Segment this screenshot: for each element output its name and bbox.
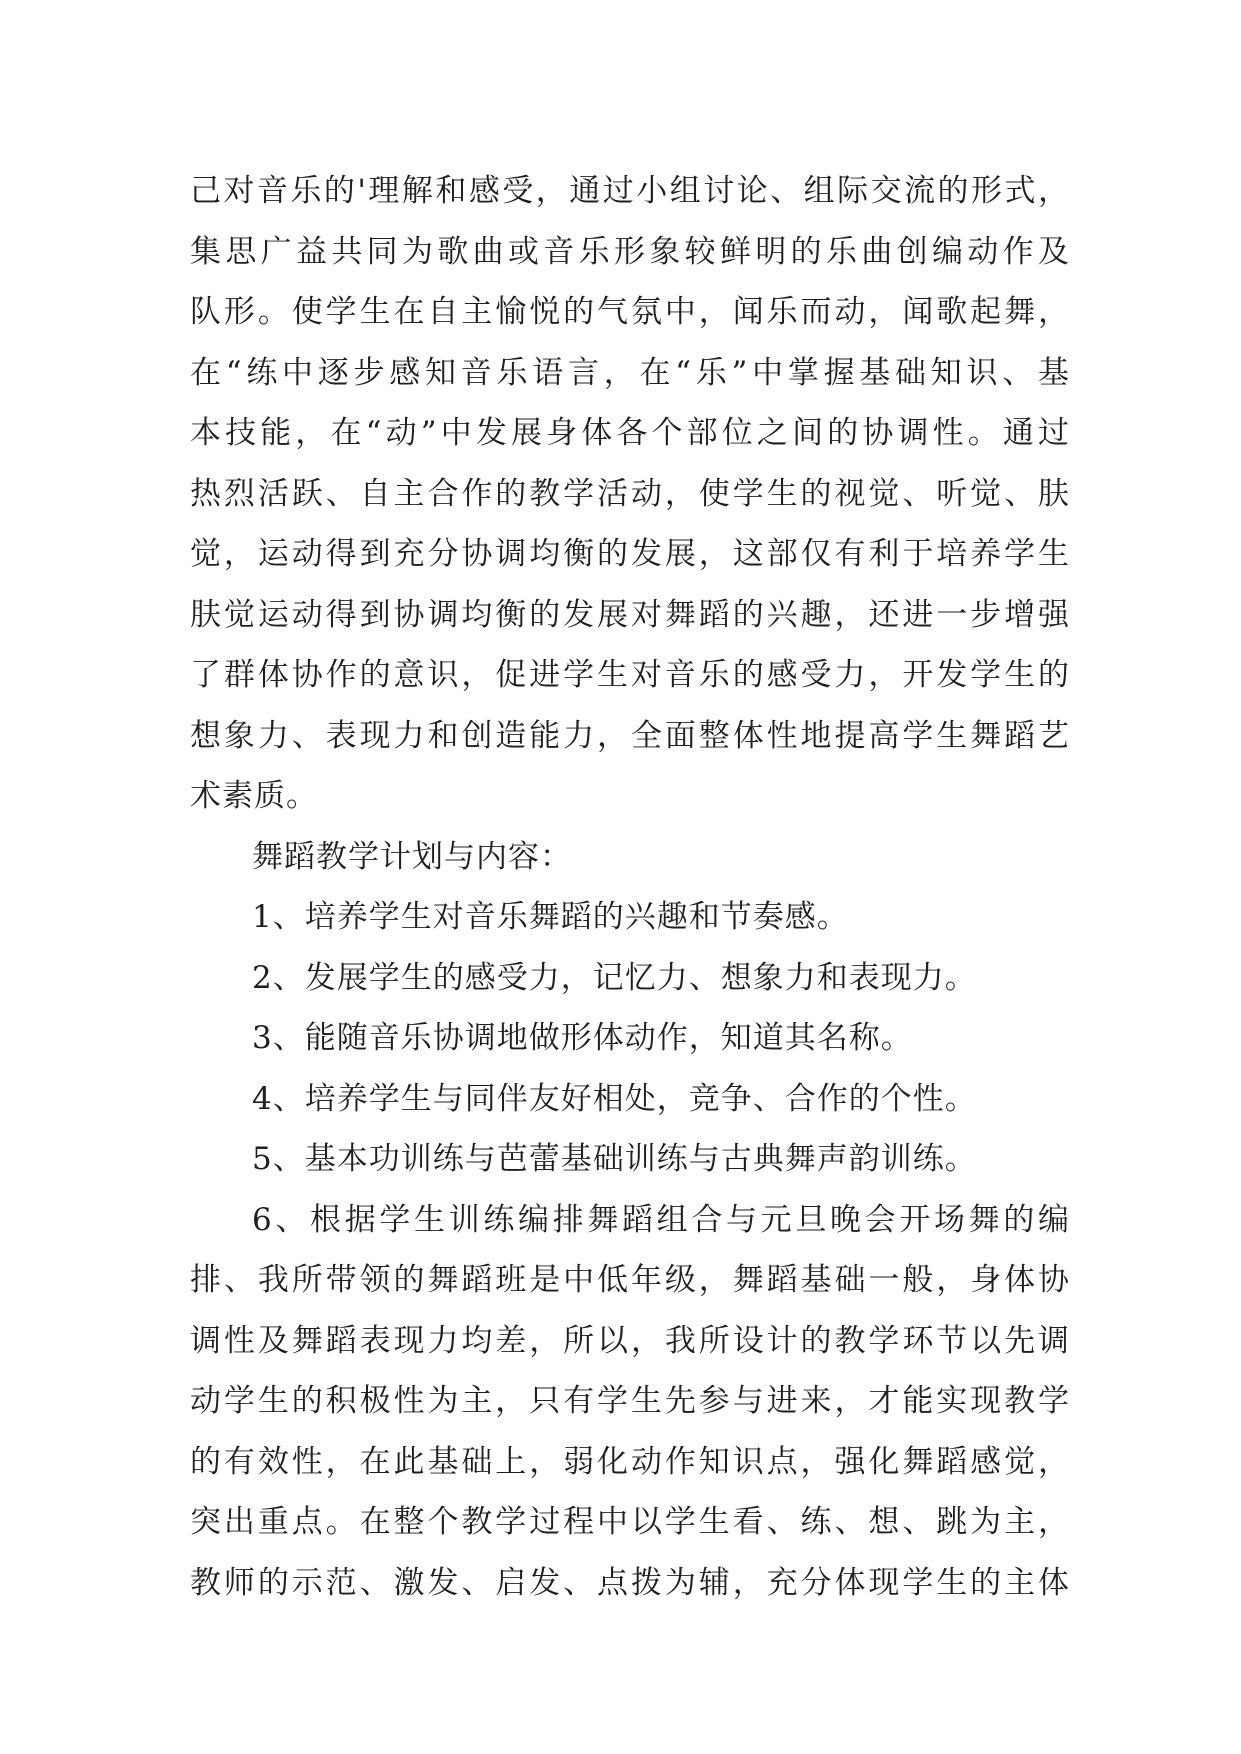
text-line: 肤觉运动得到协调均衡的发展对舞蹈的兴趣，还进一步增强 <box>190 596 1070 633</box>
text-line: 突出重点。在整个教学过程中以学生看、练、想、跳为主， <box>190 1504 1070 1540</box>
text-line: 热烈活跃、自主合作的教学活动，使学生的视觉、听觉、肤 <box>190 475 1070 512</box>
text-line: 动学生的积极性为主，只有学生先参与进来，才能实现教学 <box>190 1383 1070 1419</box>
plan-item: 4、培养学生与同伴友好相处，竞争、合作的个性。 <box>252 1080 977 1117</box>
plan-item: 2、发展学生的感受力，记忆力、想象力和表现力。 <box>252 959 977 996</box>
text-line: 在“练中逐步感知音乐语言，在“乐”中掌握基础知识、基 <box>190 354 1070 391</box>
plan-item: 5、基本功训练与芭蕾基础训练与古典舞声韵训练。 <box>252 1141 977 1177</box>
paragraph-plan-item-6 <box>190 1190 1070 1614</box>
plan-list <box>190 887 1070 1190</box>
text-line: 觉，运动得到充分协调均衡的发展，这部仅有利于培养学生 <box>190 536 1070 572</box>
plan-heading: 舞蹈教学计划与内容： <box>252 838 572 875</box>
paragraph-continuation <box>190 161 1070 827</box>
text-line: 调性及舞蹈表现力均差，所以，我所设计的教学环节以先调 <box>190 1322 1070 1359</box>
text-line: 的有效性，在此基础上，弱化动作知识点，强化舞蹈感觉， <box>190 1443 1070 1480</box>
text-line: 排、我所带领的舞蹈班是中低年级，舞蹈基础一般，身体协 <box>190 1262 1070 1298</box>
text-line: 集思广益共同为歌曲或音乐形象较鲜明的乐曲创编动作及 <box>190 233 1070 270</box>
text-line: 队形。使学生在自主愉悦的气氛中，闻乐而动，闻歌起舞， <box>190 294 1070 330</box>
text-line: 己对音乐的'理解和感受，通过小组讨论、组际交流的形式， <box>190 173 1070 209</box>
text-line: 6、根据学生训练编排舞蹈组合与元旦晚会开场舞的编 <box>252 1201 1070 1238</box>
text-line: 想象力、表现力和创造能力，全面整体性地提高学生舞蹈艺 <box>190 717 1070 754</box>
document-body <box>190 161 1070 1613</box>
text-line: 本技能，在“动”中发展身体各个部位之间的协调性。通过 <box>190 415 1070 451</box>
text-line: 了群体协作的意识，促进学生对音乐的感受力，开发学生的 <box>190 657 1070 693</box>
text-line: 术素质。 <box>190 778 318 814</box>
plan-item: 1、培养学生对音乐舞蹈的兴趣和节奏感。 <box>252 899 849 935</box>
plan-item: 3、能随音乐协调地做形体动作，知道其名称。 <box>252 1020 913 1056</box>
text-line: 教师的示范、激发、启发、点拨为辅，充分体现学生的主体 <box>190 1564 1070 1601</box>
